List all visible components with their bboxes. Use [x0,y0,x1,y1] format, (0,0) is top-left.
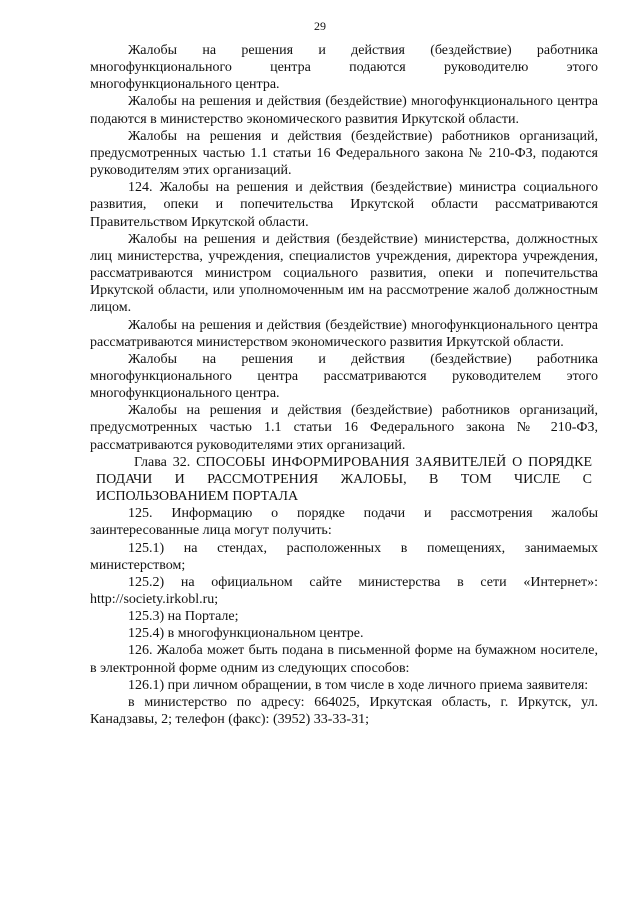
paragraph: 125.1) на стендах, расположенных в помещениях, занимаемых министерством; [90,540,598,573]
page-number: 29 [314,19,326,33]
paragraph: 125. Информацию о порядке подачи и рассмотрения жалобы заинтересованные лица могут получить: [90,506,598,539]
chapter-heading: Глава 32. СПОСОБЫ ИНФОРМИРОВАНИЯ ЗАЯВИТЕЛЕЙ О ПОРЯДКЕ ПОДАЧИ И РАССМОТРЕНИЯ ЖАЛОБЫ, В ТОМ ЧИСЛЕ С ИСПОЛЬЗОВАНИЕМ ПОРТАЛА [96,454,592,505]
paragraph: Жалобы на решения и действия (бездействие) работников организаций, предусмотренных частью 1.1 статьи 16 Федерального закона № 210-ФЗ, подаются руководителям этих организаций. [90,128,598,179]
paragraph: Жалобы на решения и действия (бездействие) многофункционального центра рассматриваются министерством экономического развития Иркутской области. [90,317,598,350]
paragraph: Жалобы на решения и действия (бездействие) работника многофункционального центра рассматриваются руководителем этого многофункционального центра. [90,351,598,402]
paragraph: 125.3) на Портале; [128,609,239,625]
paragraph: Жалобы на решения и действия (бездействие) работников организаций, предусмотренных частью 1.1 статьи 16 Федерального закона № 210-ФЗ, рассматриваются руководителями этих организаций. [90,403,598,453]
document-body [90,42,598,728]
paragraph: в министерство по адресу: 664025, Иркутская область, г. Иркутск, ул. Канадзавы, 2; телефон (факс): (3952) 33-33-31; [90,694,598,728]
paragraph: 124. Жалобы на решения и действия (бездействие) министра социального развития, опеки и попечительства Иркутской области рассматриваются Правительством Иркутской области. [90,180,598,230]
paragraph: 126.1) при личном обращении, в том числе в ходе личного приема заявителя: [128,677,589,693]
paragraph: 126. Жалоба может быть подана в письменной форме на бумажном носителе, в электронной форме одним из следующих способов: [90,643,598,676]
paragraph: 125.2) на официальном сайте министерства в сети «Интернет»: http://society.irkobl.ru; [90,574,598,607]
paragraph: Жалобы на решения и действия (бездействие) работника многофункционального центра подаются руководителю этого многофункционального центра. [90,43,598,93]
paragraph: 125.4) в многофункциональном центре. [128,626,364,642]
paragraph: Жалобы на решения и действия (бездействие) многофункционального центра подаются в министерство экономического развития Иркутской области. [90,94,598,127]
paragraph: Жалобы на решения и действия (бездействие) министерства, должностных лиц министерства, учреждения, специалистов учреждения, директора учреждения, рассматриваются министром социального развития, опеки и попечительства Иркутской области, или уполномоченным им на рассмотрение жалоб должностным лицом. [90,231,598,316]
